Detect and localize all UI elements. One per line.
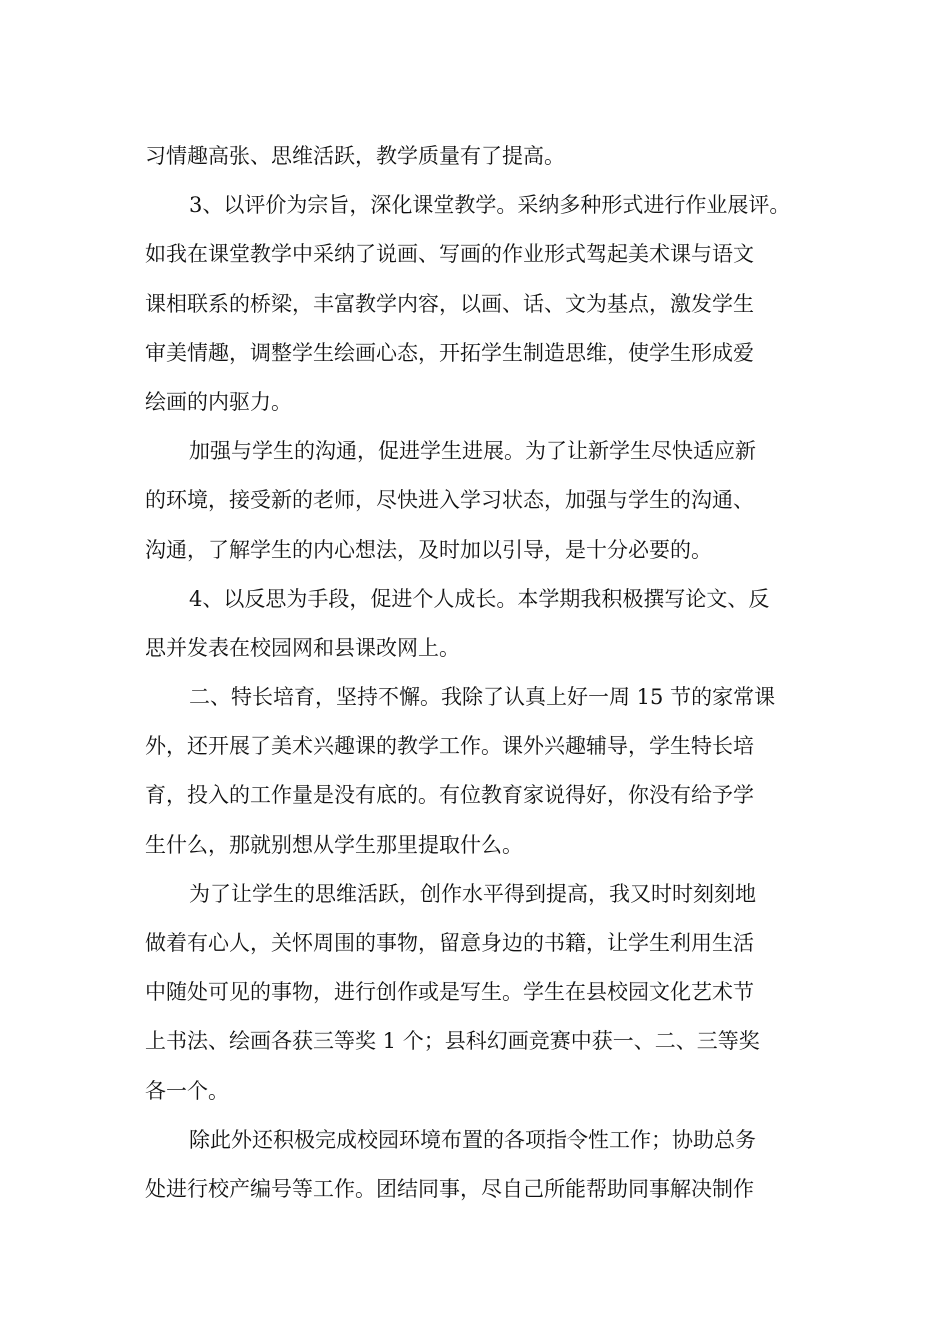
text-line: 4、以反思为手段，促进个人成长。本学期我积极撰写论文、反 [189,586,770,611]
text-line: 加强与学生的沟通，促进学生进展。为了让新学生尽快适应新 [189,439,756,464]
text-line: 生什么，那就别想从学生那里提取什么。 [145,832,523,857]
document-body [145,132,825,1214]
text-line: 除此外还积极完成校园环境布置的各项指令性工作；协助总务 [189,1127,756,1152]
text-line: 育，投入的工作量是没有底的。有位教育家说得好，你没有给予学 [145,783,754,808]
text-line: 上书法、绘画各获三等奖 1 个；县科幻画竞赛中获一、二、三等奖 [145,1029,760,1054]
text-line: 二、特长培育，坚持不懈。我除了认真上好一周 15 节的家常课 [189,685,776,710]
text-line: 思并发表在校园网和县课改网上。 [145,635,460,660]
text-line: 3、以评价为宗旨，深化课堂教学。采纳多种形式进行作业展评。 [189,193,791,218]
text-line: 课相联系的桥梁，丰富教学内容，以画、话、文为基点，激发学生 [145,291,754,316]
text-line: 如我在课堂教学中采纳了说画、写画的作业形式驾起美术课与语文 [145,242,754,267]
text-line: 的环境，接受新的老师，尽快进入学习状态，加强与学生的沟通、 [145,488,754,513]
text-line: 各一个。 [145,1078,229,1103]
text-line: 审美情趣，调整学生绘画心态，开拓学生制造思维，使学生形成爱 [145,340,754,365]
text-line: 习情趣高张、思维活跃，教学质量有了提高。 [145,144,565,168]
text-line: 处进行校产编号等工作。团结同事，尽自己所能帮助同事解决制作 [145,1176,754,1201]
text-line: 为了让学生的思维活跃，创作水平得到提高，我又时时刻刻地 [189,881,756,906]
text-line: 做着有心人，关怀周围的事物，留意身边的书籍，让学生利用生活 [145,931,754,955]
text-line: 绘画的内驱力。 [145,389,292,414]
text-line: 外，还开展了美术兴趣课的教学工作。课外兴趣辅导，学生特长培 [145,734,754,759]
text-line: 沟通，了解学生的内心想法，及时加以引导，是十分必要的。 [145,537,712,562]
text-line: 中随处可见的事物，进行创作或是写生。学生在县校园文化艺术节 [145,980,754,1005]
